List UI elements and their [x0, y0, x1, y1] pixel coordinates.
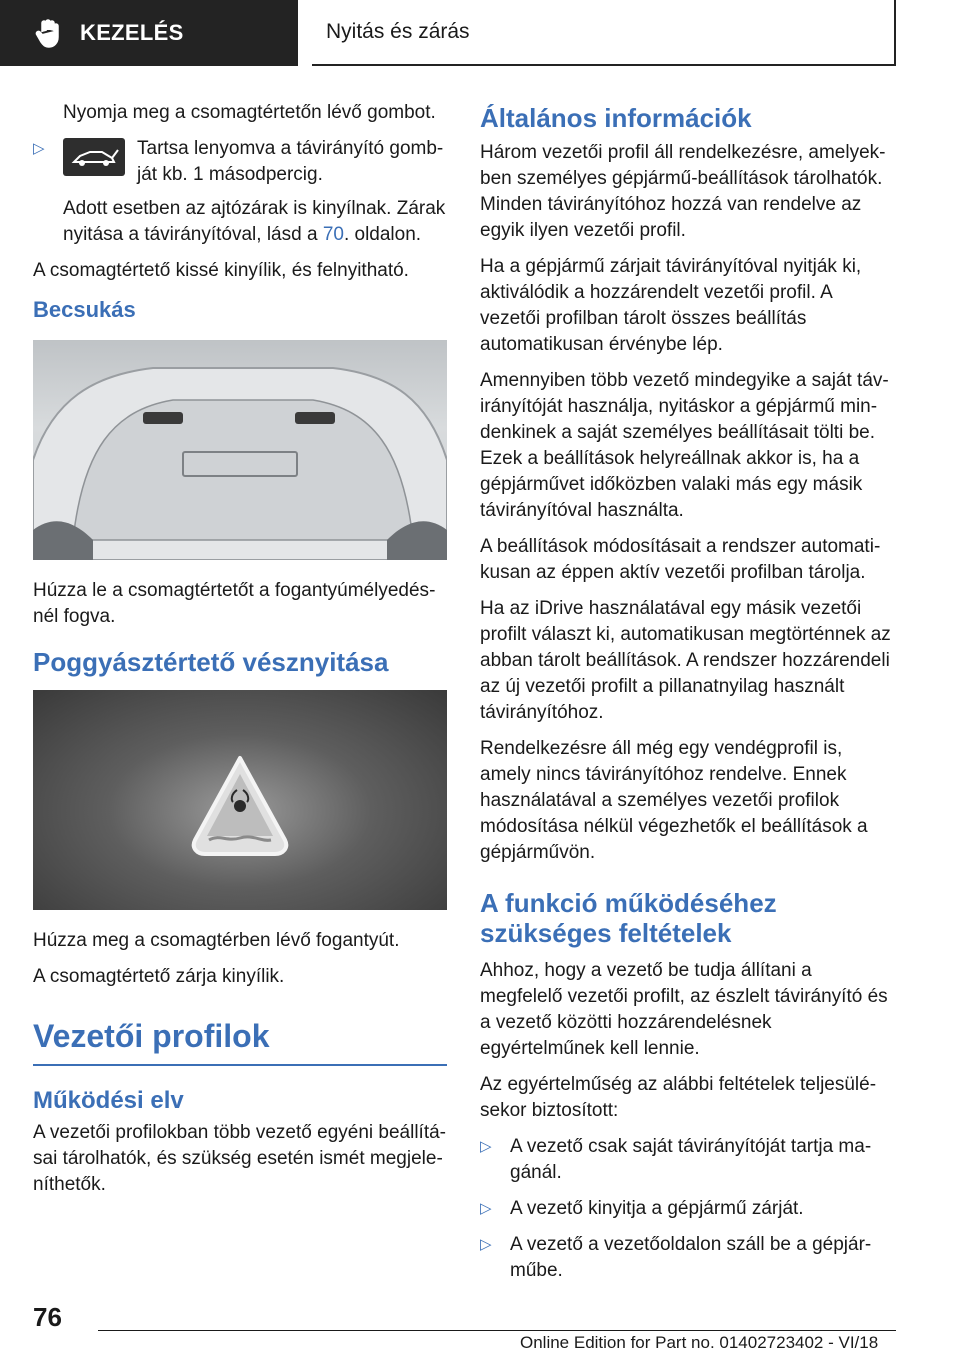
- section-title: KEZELÉS: [80, 20, 184, 45]
- paragraph-general-1: Három vezetői profil áll rendelkezésre, amelyekben személyes gépjármű-beállítások tárolhatók. Minden távirányítóhoz hozzá van rendelve az egyik ilyen vezetői profil.: [480, 142, 886, 241]
- trunk-lid-photo: [33, 340, 447, 560]
- emergency-handle-photo: [33, 690, 447, 910]
- list-item-text: A vezető csak saját távirányítóját tartja magánál.: [510, 1136, 872, 1183]
- list-item-text: A vezető kinyitja a gépjármű zárját.: [510, 1198, 804, 1219]
- hand-icon: [32, 16, 66, 50]
- chapter-header: [312, 0, 896, 66]
- heading-emergency: Poggyásztértető vésznyitása: [33, 647, 389, 677]
- paragraph-doors: [33, 196, 447, 248]
- requirements-list: [480, 1134, 896, 1284]
- step-hold-remote: [33, 136, 447, 188]
- list-item: [480, 1134, 896, 1186]
- footer-rule: [98, 1330, 896, 1331]
- list-item-text: A vezető a vezetőoldalon száll be a gépjárműbe.: [510, 1234, 872, 1281]
- page-number: 76: [33, 1302, 62, 1332]
- paragraph-pull-down: Húzza le a csomagtértetőt a fogantyúmélyedésnél fogva.: [33, 580, 436, 627]
- doors-text-a: Adott esetben az ajtózárak is kinyílnak. Zárak nyitása a távirányítóval, lásd a: [63, 198, 446, 245]
- heading-principle: Működési elv: [33, 1087, 184, 1114]
- doors-text-b: . oldalon.: [343, 224, 422, 245]
- paragraph-requirements-2: Az egyértelműség az alábbi feltételek teljesülésekor biztosított:: [480, 1074, 877, 1121]
- paragraph-general-4: A beállítások módosításait a rendszer automatikusan az éppen aktív vezetői profilban tárolja.: [480, 536, 881, 583]
- paragraph-button: Nyomja meg a csomagtértetőn lévő gombot.: [63, 102, 436, 123]
- heading-requirements: A funkció működéséhez szükséges feltételek: [480, 888, 777, 948]
- heading-closing: Becsukás: [33, 297, 136, 322]
- paragraph-general-2: Ha a gépjármű zárjait távirányítóval nyitják ki, aktiválódik a hozzárendelt vezetői profil. A vezetői profilban tárolt összes beállítás automatikusan érvénybe lép.: [480, 256, 862, 355]
- heading-profiles: Vezetői profilok: [33, 1018, 270, 1054]
- paragraph-pull-handle: Húzza meg a csomagtérben lévő fogantyút.: [33, 930, 400, 951]
- page-link-70[interactable]: 70: [322, 224, 344, 245]
- list-item: [480, 1232, 896, 1284]
- paragraph-requirements-1: Ahhoz, hogy a vezető be tudja állítani a megfelelő vezetői profilt, az észlelt távirányító és a vezető közötti hozzárendelésnek egyértelműnek kell lennie.: [480, 960, 888, 1059]
- heading-rule: [33, 1064, 447, 1066]
- remote-trunk-key-icon: [63, 138, 125, 176]
- triangle-bullet-icon: ▷: [33, 140, 45, 157]
- paragraph-general-6: Rendelkezésre áll még egy vendégprofil is, amely nincs távirányítóhoz rendelve. Ennek használatával a személyes vezetői profilok módosítása nélkül végezhetők el beállítások a gépjárművön.: [480, 738, 868, 863]
- list-item: [480, 1196, 896, 1222]
- edition-text: Online Edition for Part no. 01402723402 - VI/18: [520, 1333, 879, 1352]
- paragraph-lock-opens: A csomagtértető zárja kinyílik.: [33, 966, 285, 987]
- chapter-title: Nyitás és zárás: [326, 20, 470, 43]
- paragraph-opens: A csomagtértető kissé kinyílik, és felnyitható.: [33, 260, 409, 281]
- left-column: [33, 100, 447, 1208]
- right-column: [480, 100, 896, 1294]
- step-hold-text: Tartsa lenyomva a távirányító gombját kb. 1 másodpercig.: [137, 138, 444, 185]
- paragraph-principle: A vezetői profilokban több vezető egyéni beállításai tárolhatók, és szükség esetén ismét megjeleníthetők.: [33, 1122, 446, 1195]
- heading-general: Általános információk: [480, 103, 752, 133]
- triangle-bullet-icon: ▷: [480, 1200, 492, 1217]
- paragraph-general-5: Ha az iDrive használatával egy másik vezetői profilt választ ki, automatikusan megtörténnek az abban tárolt beállítások. A rendszer hozzárendeli az új vezetői profilt a pillanatnyilag használt távirányítóhoz.: [480, 598, 891, 723]
- paragraph-general-3: Amennyiben több vezető mindegyike a saját távirányítóját használja, nyitáskor a gépjármű mindenkinek a saját személyes beállításait tölti be. Ezek a beállítások helyreállnak akkor is, ha a gépjárművet időközben valaki más egy másik távirányítóval használta.: [480, 370, 889, 521]
- triangle-bullet-icon: ▷: [480, 1236, 492, 1253]
- section-tab: [0, 0, 298, 66]
- triangle-bullet-icon: ▷: [480, 1138, 492, 1155]
